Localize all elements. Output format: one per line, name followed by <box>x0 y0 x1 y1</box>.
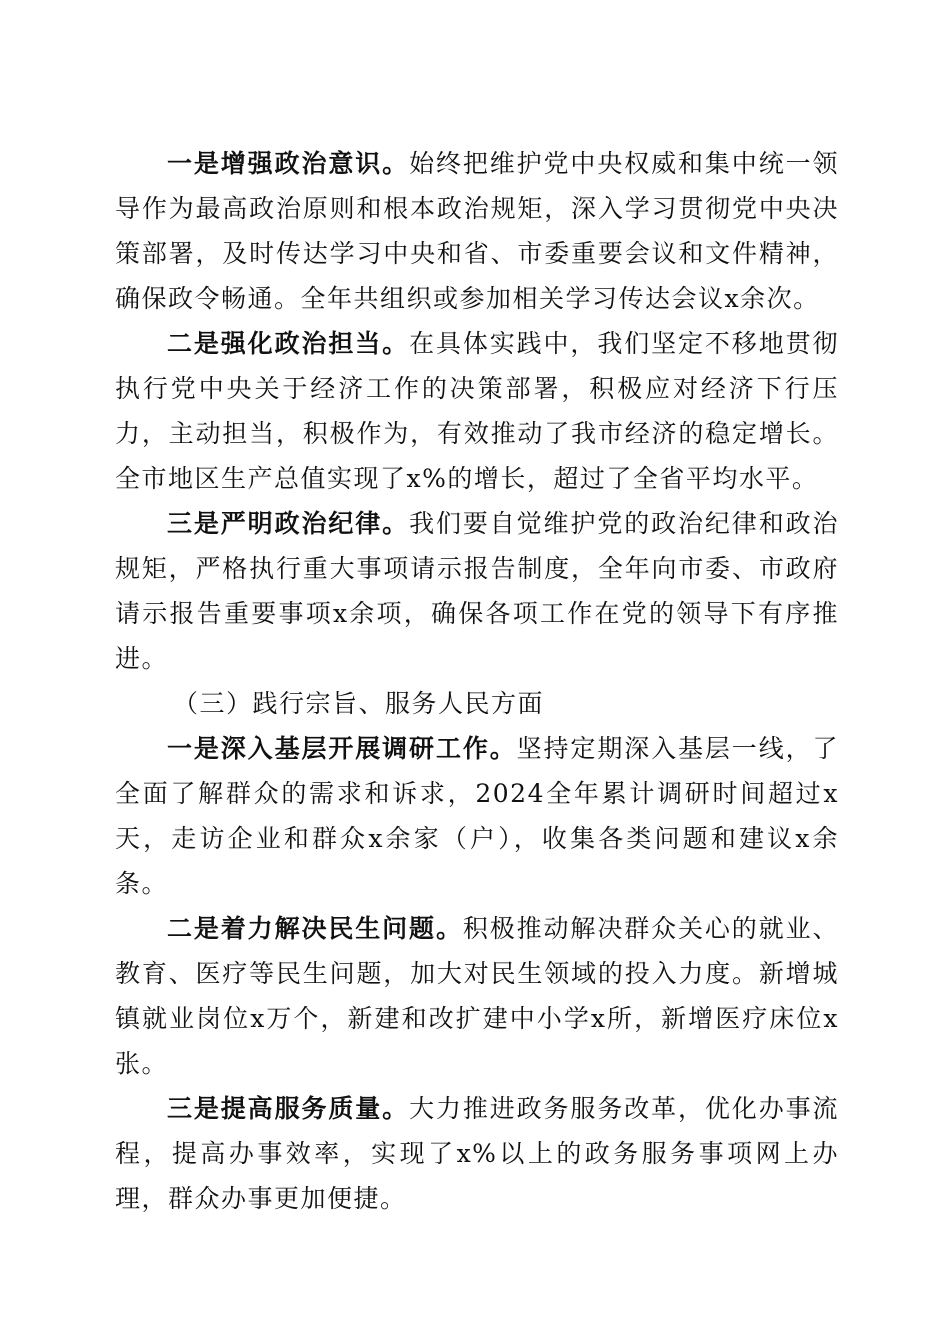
paragraph-political-discipline <box>115 501 839 681</box>
paragraph-body: 积极推动解决群众关心的就业、教育、医疗等民生问题，加大对民生领域的投入力度。新增城镇就业岗位x万个，新建和改扩建中小学x所，新增医疗床位x张。 <box>115 914 839 1078</box>
paragraph-lead: 二是着力解决民生问题。 <box>167 914 463 943</box>
section-heading: （三）践行宗旨、服务人民方面 <box>173 689 545 718</box>
document-body <box>115 141 839 1221</box>
paragraph-body: 我们要自觉维护党的政治纪律和政治规矩，严格执行重大事项请示报告制度，全年向市委、市政府请示报告重要事项x余项，确保各项工作在党的领导下有序推进。 <box>115 509 839 673</box>
paragraph-livelihood-issues <box>115 906 839 1086</box>
paragraph-lead: 二是强化政治担当。 <box>167 329 410 358</box>
paragraph-lead: 一是增强政治意识。 <box>167 149 410 178</box>
paragraph-body: 在具体实践中，我们坚定不移地贯彻执行党中央关于经济工作的决策部署，积极应对经济下行压力，主动担当，积极作为，有效推动了我市经济的稳定增长。全市地区生产总值实现了x%的增长，超过了全省平均水平。 <box>115 329 839 493</box>
paragraph-lead: 三是提高服务质量。 <box>167 1094 410 1123</box>
paragraph-political-responsibility <box>115 321 839 501</box>
paragraph-political-awareness <box>115 141 839 321</box>
paragraph-body: 坚持定期深入基层一线，了全面了解群众的需求和诉求，2024全年累计调研时间超过x天，走访企业和群众x余家（户），收集各类问题和建议x余条。 <box>115 734 839 898</box>
paragraph-lead: 一是深入基层开展调研工作。 <box>167 734 517 763</box>
paragraph-service-quality <box>115 1086 839 1221</box>
paragraph-grassroots-research <box>115 726 839 906</box>
paragraph-lead: 三是严明政治纪律。 <box>167 509 410 538</box>
paragraph-body: 始终把维护党中央权威和集中统一领导作为最高政治原则和根本政治规矩，深入学习贯彻党中央决策部署，及时传达学习中央和省、市委重要会议和文件精神，确保政令畅通。全年共组织或参加相关学习传达会议x余次。 <box>115 149 839 313</box>
paragraph-body: 大力推进政务服务改革，优化办事流程，提高办事效率，实现了x%以上的政务服务事项网上办理，群众办事更加便捷。 <box>115 1094 839 1213</box>
